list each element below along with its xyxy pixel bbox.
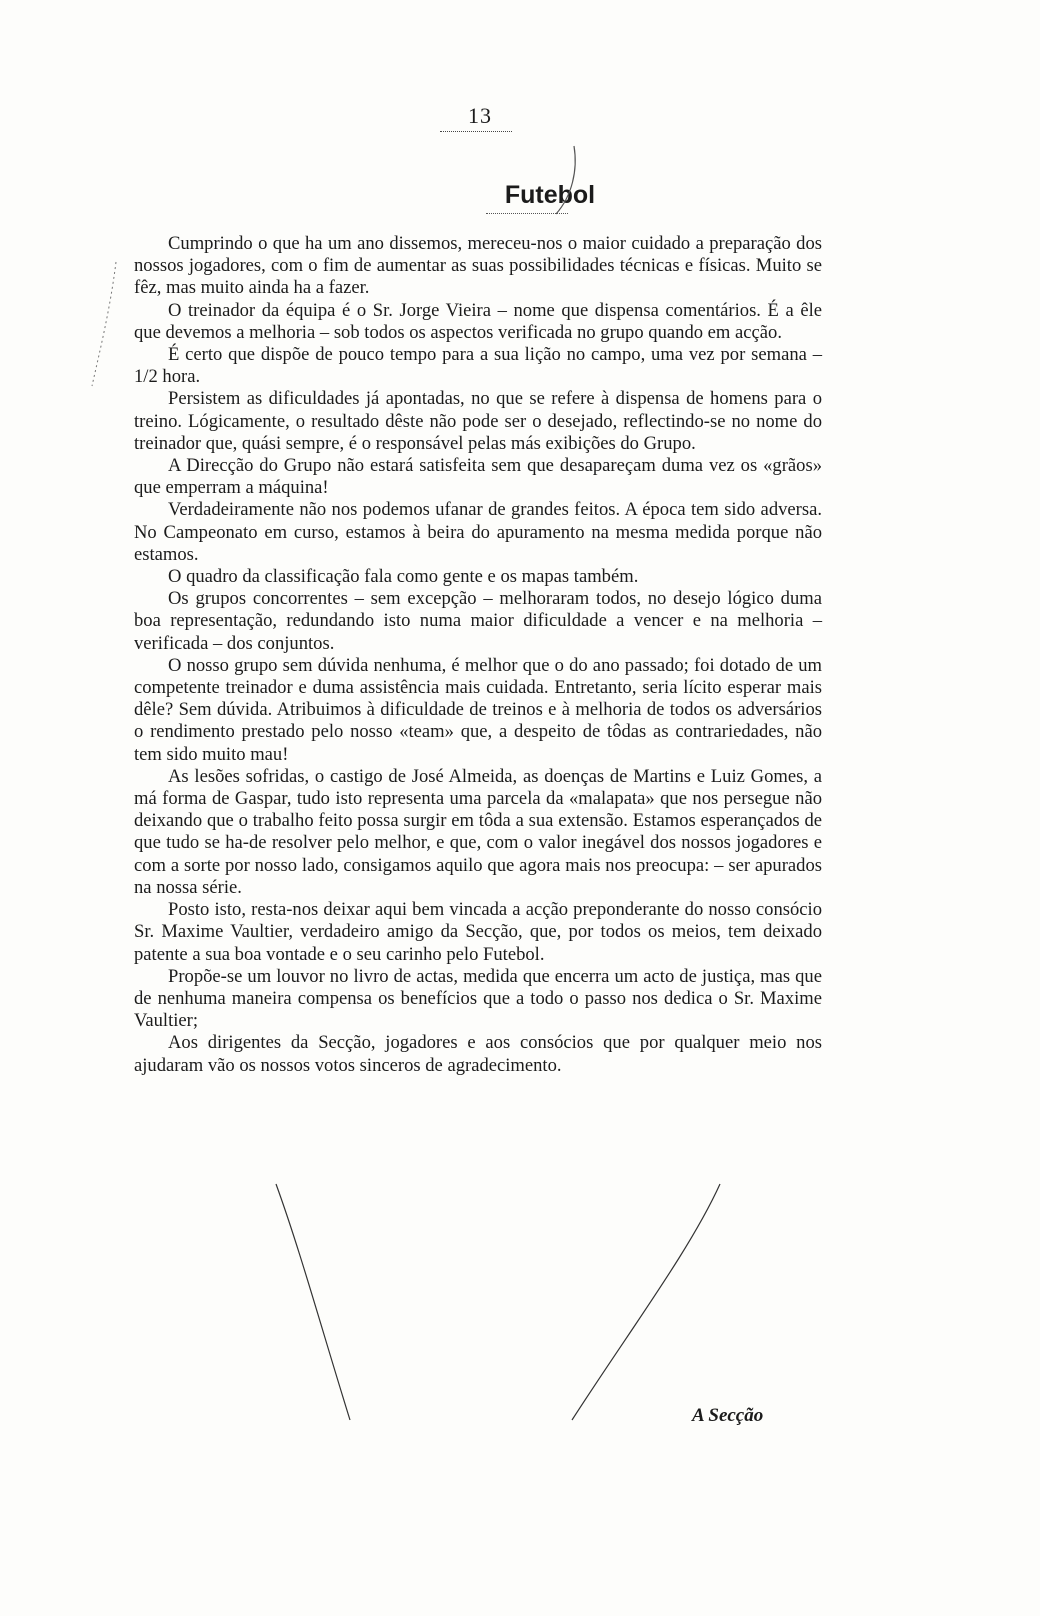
title-underline xyxy=(486,213,568,214)
paragraph: Cumprindo o que ha um ano dissemos, mereceu-nos o maior cuidado a preparação dos nossos jogadores, com o fim de aumentar as suas possibilidades técnicas e físicas. Muito se fêz, mas muito ainda ha a fazer. xyxy=(134,233,822,299)
page-number: 13 xyxy=(468,103,492,128)
paragraph: O quadro da classificação fala como gente e os mapas também. xyxy=(168,566,639,588)
page-number-rule xyxy=(440,131,512,132)
paragraph: Verdadeiramente não nos podemos ufanar de grandes feitos. A época tem sido adversa. No Campeonato em curso, estamos à beira do apuramento na mesma medida porque não estamos. xyxy=(134,499,822,565)
paragraph: As lesões sofridas, o castigo de José Almeida, as doenças de Martins e Luiz Gomes, a má forma de Gaspar, tudo isto representa uma parcela da «malapata» que nos persegue não deixando que o trabalho feito possa surgir em tôda a sua extensão. Estamos esperançados de que tudo se ha-de resolver pelo melhor, e que, com o valor inegável dos nossos jogadores e com a sorte por nosso lado, consigamos aquilo que agora mais nos preocupa: – ser apurados na nossa série. xyxy=(134,765,822,898)
margin-pencil-line xyxy=(92,262,116,386)
paragraph: Persistem as dificuldades já apontadas, no que se refere à dispensa de homens para o treino. Lógicamente, o resultado dêste não pode ser o desejado, reflectindo-se no nome do treinador que, quási sempre, é o responsável pelas más exibições do Grupo. xyxy=(134,388,822,454)
paragraph: Posto isto, resta-nos deixar aqui bem vincada a acção preponderante do nosso consócio Sr. Maxime Vaultier, verdadeiro amigo da Secção, que, por todos os meios, tem deixado patente a sua boa vontade e o seu carinho pelo Futebol. xyxy=(134,899,822,965)
cross-stroke-left xyxy=(276,1184,350,1420)
paragraph: Aos dirigentes da Secção, jogadores e aos consócios que por qualquer meio nos ajudaram vão os nossos votos sinceros de agradecimento. xyxy=(134,1032,822,1076)
article-title: Futebol xyxy=(504,181,596,209)
paragraph: A Direcção do Grupo não estará satisfeita sem que desapareçam duma vez os «grãos» que emperram a máquina! xyxy=(134,455,822,499)
cross-stroke-right xyxy=(572,1184,720,1420)
paragraph: Propõe-se um louvor no livro de actas, medida que encerra um acto de justiça, mas que de nenhuma maneira compensa os benefícios que a todo o passo nos dedica o Sr. Maxime Vaultier; xyxy=(134,965,822,1032)
paragraph: É certo que dispõe de pouco tempo para a sua lição no campo, uma vez por semana – 1/2 hora. xyxy=(134,344,822,388)
paragraph: Os grupos concorrentes – sem excepção – melhoraram todos, no desejo lógico duma boa representação, redundando isto numa maior dificuldade a vencer e na melhoria – verificada – dos conjuntos. xyxy=(134,588,822,654)
signature: A Secção xyxy=(692,1405,764,1426)
paragraph: O nosso grupo sem dúvida nenhuma, é melhor que o do ano passado; foi dotado de um competente treinador e duma assistência mais cuidada. Entretanto, seria lícito esperar mais dêle? Sem dúvida. Atribuimos à dificuldade de treinos e à melhoria de todos os adversários o rendimento prestado pelo nosso «team» que, a despeito de tôdas as contrariedades, não tem sido muito mau! xyxy=(134,654,822,765)
article-body xyxy=(134,233,822,1077)
paragraph: O treinador da équipa é o Sr. Jorge Vieira – nome que dispensa comentários. É a êle que devemos a melhoria – sob todos os aspectos verificada no grupo quando em acção. xyxy=(134,299,822,343)
